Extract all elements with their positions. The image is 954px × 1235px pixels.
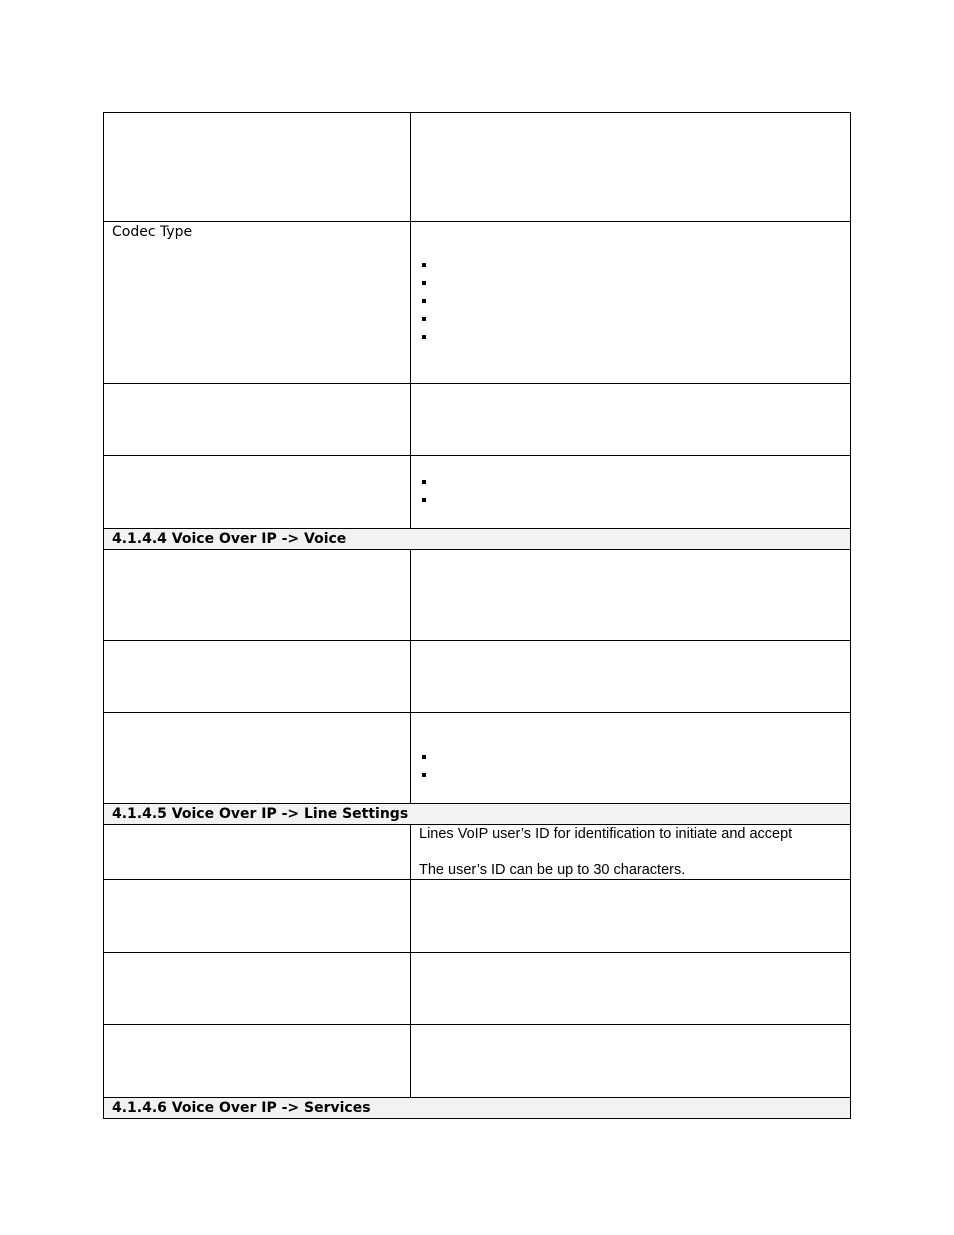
description-cell [411, 641, 851, 713]
bullet-icon [422, 299, 426, 303]
label-cell [104, 880, 411, 953]
description-cell [411, 880, 851, 953]
label-cell [104, 713, 411, 804]
bullet-list [411, 456, 850, 509]
bullet-icon [422, 317, 426, 321]
list-item [421, 292, 850, 310]
section-title-line-settings: 4.1.4.5 Voice Over IP -> Line Settings [112, 806, 409, 822]
table-row [104, 713, 851, 804]
description-cell [411, 550, 851, 641]
table-row [104, 550, 851, 641]
table-row [104, 384, 851, 456]
bullet-icon [422, 498, 426, 502]
list-item [421, 274, 850, 292]
label-cell [104, 1025, 411, 1098]
list-item [421, 766, 850, 784]
bullet-icon [422, 281, 426, 285]
table-row [104, 641, 851, 713]
table-row [104, 222, 851, 384]
label-cell [104, 641, 411, 713]
description-cell [411, 222, 851, 384]
label-cell [104, 113, 411, 222]
list-item [421, 491, 850, 509]
line-user-id-description: Lines VoIP user’s ID for identification to initiate and accept [419, 826, 793, 842]
label-cell [104, 222, 411, 384]
list-item [421, 473, 850, 491]
section-header-row [104, 1098, 851, 1119]
bullet-icon [422, 335, 426, 339]
description-cell [411, 825, 851, 880]
bullet-icon [422, 263, 426, 267]
description-cell [411, 113, 851, 222]
list-item [421, 748, 850, 766]
label-cell [104, 953, 411, 1025]
list-item [421, 310, 850, 328]
bullet-icon [422, 755, 426, 759]
label-cell [104, 384, 411, 456]
description-cell [411, 456, 851, 529]
section-header-cell [104, 1098, 851, 1119]
label-cell [104, 550, 411, 641]
description-cell [411, 1025, 851, 1098]
table-row [104, 1025, 851, 1098]
section-header-row [104, 529, 851, 550]
section-header-row [104, 804, 851, 825]
label-cell [104, 456, 411, 529]
table-row [104, 880, 851, 953]
table-row [104, 456, 851, 529]
description-cell [411, 384, 851, 456]
section-title-services: 4.1.4.6 Voice Over IP -> Services [112, 1100, 371, 1116]
bullet-list [411, 713, 850, 784]
section-header-cell [104, 529, 851, 550]
bullet-icon [422, 480, 426, 484]
line-user-id-limit: The user’s ID can be up to 30 characters. [419, 862, 686, 878]
bullet-icon [422, 773, 426, 777]
document-table [103, 112, 851, 1119]
section-title-voice: 4.1.4.4 Voice Over IP -> Voice [112, 531, 347, 547]
list-item [421, 328, 850, 346]
bullet-list [411, 222, 850, 346]
description-cell [411, 953, 851, 1025]
codec-type-label: Codec Type [112, 224, 193, 240]
section-header-cell [104, 804, 851, 825]
description-cell [411, 713, 851, 804]
list-item [421, 256, 850, 274]
label-cell [104, 825, 411, 880]
table-row [104, 953, 851, 1025]
table-row [104, 113, 851, 222]
table-row [104, 825, 851, 880]
